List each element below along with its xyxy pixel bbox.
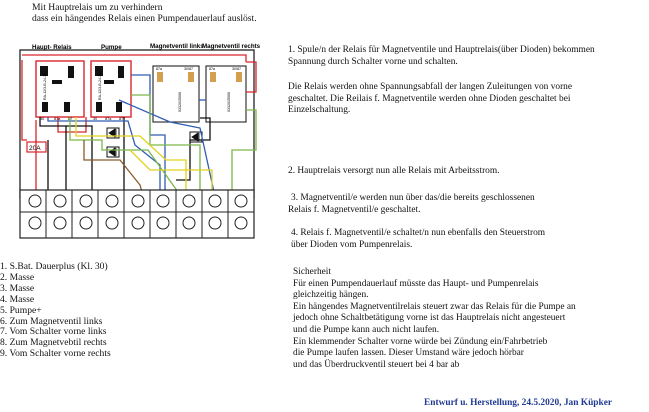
note-3	[288, 193, 535, 216]
legend-item: 7. Vom Schalter vorne links	[0, 326, 107, 338]
note-line: geschaltet. Die Reilais f. Magnetventile werden ohne Dioden geschaltet bei	[288, 93, 571, 104]
note-line: 4. Relais f. Magnetventil/e schaltet/n nun ebenfalls den Steuerstrom	[291, 228, 546, 238]
note-line: Für einen Pumpendauerlauf müsste das Haupt- und Pumpenrelais	[293, 278, 539, 289]
note-line: jedoch ohne Schaltbetätigung vorne ist das Hauptrelais nicht angesteuert	[293, 313, 566, 324]
pin-label: 30/87	[184, 67, 193, 71]
pin-label: 30	[40, 117, 45, 121]
label-haupt-relais: Haupt- Relais	[32, 44, 72, 51]
relay-magnetventil-rechts	[206, 66, 246, 122]
note-line: und die Pumpe kann auch nicht laufen.	[293, 324, 440, 335]
legend-item: 3. Masse	[0, 282, 35, 294]
pin-label: 87a	[105, 117, 112, 121]
relay-haupt	[36, 61, 84, 121]
pin-label: 87a	[156, 67, 162, 71]
note-line: Relais f. Magnetventil/e geschaltet.	[288, 204, 421, 215]
pin-label: 87a	[54, 117, 61, 121]
note-1b	[288, 82, 572, 117]
note-2	[288, 166, 500, 178]
pin-label: 30	[93, 117, 98, 121]
terminal-strip	[20, 190, 254, 238]
pin-label: 30/87	[232, 67, 241, 71]
label-magnetventil-rechts: Magnetventil rechts	[202, 43, 261, 50]
relay-code-1: RA-12/3-B-24-36	[43, 72, 47, 100]
note-line: über Dioden vom Pumpenrelais.	[291, 239, 413, 250]
note-line: 1. Spule/n der Relais für Magnetventile und Hauptrelais(über Dioden) bekommen	[288, 45, 595, 55]
legend-item: 5. Pumpe+	[0, 304, 42, 316]
author-footer: Entwurf u. Herstellung, 24.5.2020, Jan Küpker	[424, 398, 613, 408]
note-line: Die Relais werden ohne Spannungsabfall der langen Zuleitungen von vorne	[288, 82, 573, 92]
note-line: 3. Magnetventil/e werden nun über das/die bereits geschlossenen	[291, 193, 535, 203]
legend-item: 1. S.Bat. Dauerplus (Kl. 30)	[0, 261, 108, 272]
relay-code-3: 0332015006	[178, 92, 182, 112]
note-line: 2. Hauptrelais versorgt nun alle Relais mit Arbeitsstrom.	[288, 166, 500, 176]
note-line: und das Überdruckventil steuert bei 4 bar ab	[293, 359, 460, 370]
legend-item: 2. Masse	[0, 271, 35, 283]
note-line: Einzelschaltung.	[288, 105, 351, 116]
note-line: Ein hängendes Magnetventilrelais steuert zwar das Relais für die Pumpe an	[293, 301, 576, 312]
legend-item: 9. Vom Schalter vorne rechts	[0, 348, 111, 360]
note-heading: Sicherheit	[293, 267, 332, 277]
legend-item: 4. Masse	[0, 293, 35, 305]
pin-label: 87	[119, 117, 124, 121]
relay-pumpe	[91, 61, 131, 121]
relay-code-4: 0332015006	[227, 92, 231, 112]
note-4	[288, 228, 545, 251]
legend-item: 6. Zum Magnetventil links	[0, 315, 103, 327]
intro-line-2: dass ein hängendes Relais einen Pumpendauerlauf auslöst.	[32, 13, 257, 25]
note-1	[288, 45, 595, 68]
note-sicherheit	[293, 267, 576, 371]
pin-label: 87	[68, 117, 73, 121]
pin-label: 87a	[209, 67, 215, 71]
label-magnetventil-links: Magnetventil links	[150, 43, 204, 50]
terminal-legend	[0, 262, 111, 360]
note-line: Spannung durch Schalter vorne und schalten.	[288, 56, 458, 67]
relay-magnetventil-links	[153, 66, 199, 122]
fuse-label: 20A	[29, 145, 41, 152]
note-line: gleichzeitig hängen.	[293, 290, 369, 301]
relay-code-2: RA-12/3-B-24-36	[98, 72, 102, 100]
label-pumpe: Pumpe	[101, 44, 122, 51]
note-line: Ein klemmender Schalter vorne würde bei Zündung ein/Fahrbetrieb	[293, 336, 548, 347]
legend-item: 8. Zum Magnetvebtil rechts	[0, 337, 107, 349]
intro-line-1: Mit Hauptrelais um zu verhindern	[32, 2, 163, 13]
note-line: die Pumpe laufen lassen. Dieser Umstand wäre jedoch hörbar	[293, 348, 524, 359]
